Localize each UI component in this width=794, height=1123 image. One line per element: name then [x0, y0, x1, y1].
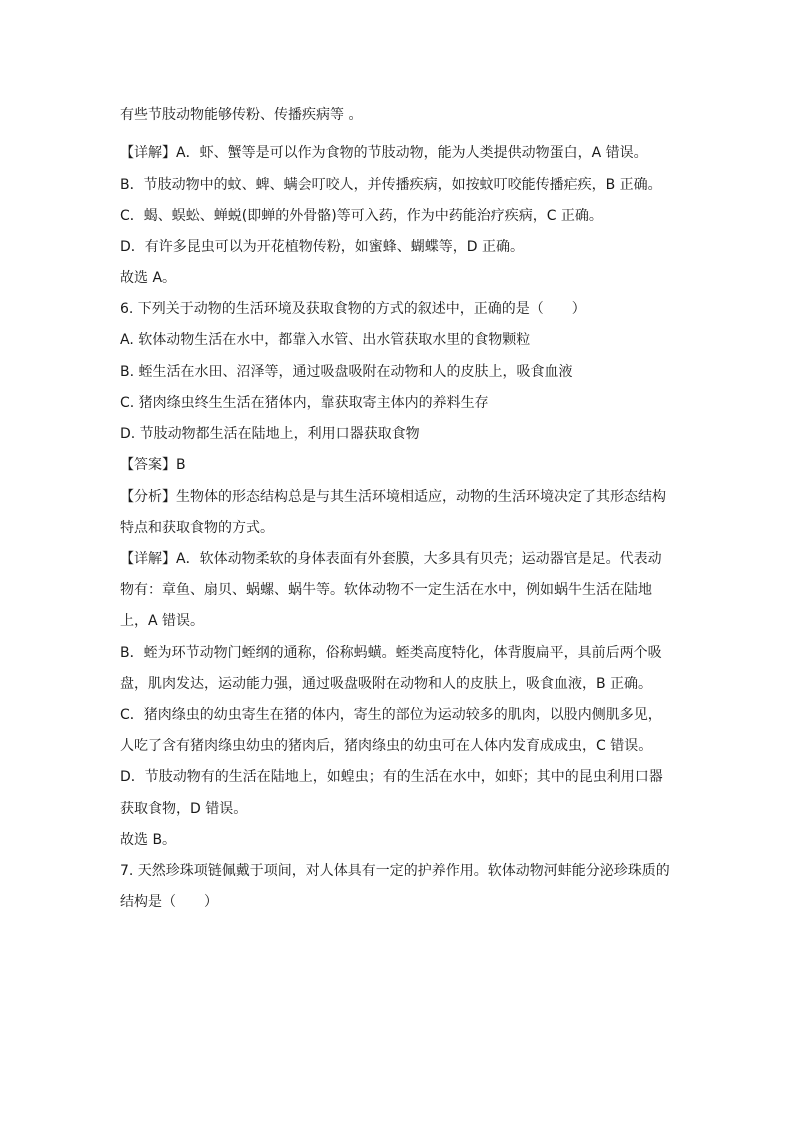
explanation-line: 【详解】A．软体动物柔软的身体表面有外套膜，大多具有贝壳；运动器官是足。代表动	[120, 551, 662, 567]
text-line: B．节肢动物中的蚊、蜱、螨会叮咬人，并传播疾病，如按蚊叮咬能传播疟疾，B 正确。	[120, 177, 662, 193]
option-a: A. 软体动物生活在水中，都靠入水管、出水管获取水里的食物颗粒	[120, 332, 531, 348]
text-line: C．猪肉绦虫的幼虫寄生在猪的体内，寄生的部位为运动较多的肌肉，以股内侧肌多见，	[120, 707, 662, 723]
text-line: 获取食物，D 错误。	[120, 801, 248, 817]
text-line: 特点和获取食物的方式。	[120, 520, 274, 536]
option-d: D. 节肢动物都生活在陆地上，利用口器获取食物	[120, 426, 420, 442]
text-line: 上，A 错误。	[120, 613, 205, 629]
text-line: C．蝎、蜈蚣、蝉蜕(即蝉的外骨骼)等可入药，作为中药能治疗疾病，C 正确。	[120, 208, 603, 224]
text-line: 物有：章鱼、扇贝、蜗螺、蜗牛等。软体动物不一定生活在水中，例如蜗牛生活在陆地	[120, 582, 652, 598]
text-line: D．节肢动物有的生活在陆地上，如蝗虫；有的生活在水中，如虾；其中的昆虫利用口器	[120, 769, 663, 785]
question-stem: 6. 下列关于动物的生活环境及获取食物的方式的叙述中，正确的是（ ）	[120, 301, 586, 317]
text-line: 盘，肌肉发达，运动能力强，通过吸盘吸附在动物和人的皮肤上，吸食血液，B 正确。	[120, 676, 653, 692]
text-line: B．蛭为环节动物门蛭纲的通称，俗称蚂蟥。蛭类高度特化，体背腹扁平，具前后两个吸	[120, 645, 662, 661]
text-line: 故选 B。	[120, 832, 177, 848]
analysis-line: 【分析】生物体的形态结构总是与其生活环境相适应，动物的生活环境决定了其形态结构	[120, 489, 666, 505]
question-stem: 7. 天然珍珠项链佩戴于项间，对人体具有一定的护养作用。软体动物河蚌能分泌珍珠质的	[120, 863, 670, 879]
text-line: 故选 A。	[120, 270, 177, 286]
text-line: 有些节肢动物能够传粉、传播疾病等 。	[120, 107, 363, 123]
answer-line: 【答案】B	[120, 457, 186, 473]
text-line: 人吃了含有猪肉绦虫幼虫的猪肉后，猪肉绦虫的幼虫可在人体内发育成成虫，C 错误。	[120, 738, 653, 754]
option-b: B. 蛭生活在水田、沼泽等，通过吸盘吸附在动物和人的皮肤上，吸食血液	[120, 364, 573, 380]
text-line: D．有许多昆虫可以为开花植物传粉，如蜜蜂、蝴蝶等，D 正确。	[120, 239, 525, 255]
option-c: C. 猪肉绦虫终生生活在猪体内，靠获取寄主体内的养料生存	[120, 395, 489, 411]
text-line: 结构是（ ）	[120, 894, 218, 910]
text-line: 【详解】A．虾、蟹等是可以作为食物的节肢动物，能为人类提供动物蛋白，A 错误。	[120, 145, 648, 161]
